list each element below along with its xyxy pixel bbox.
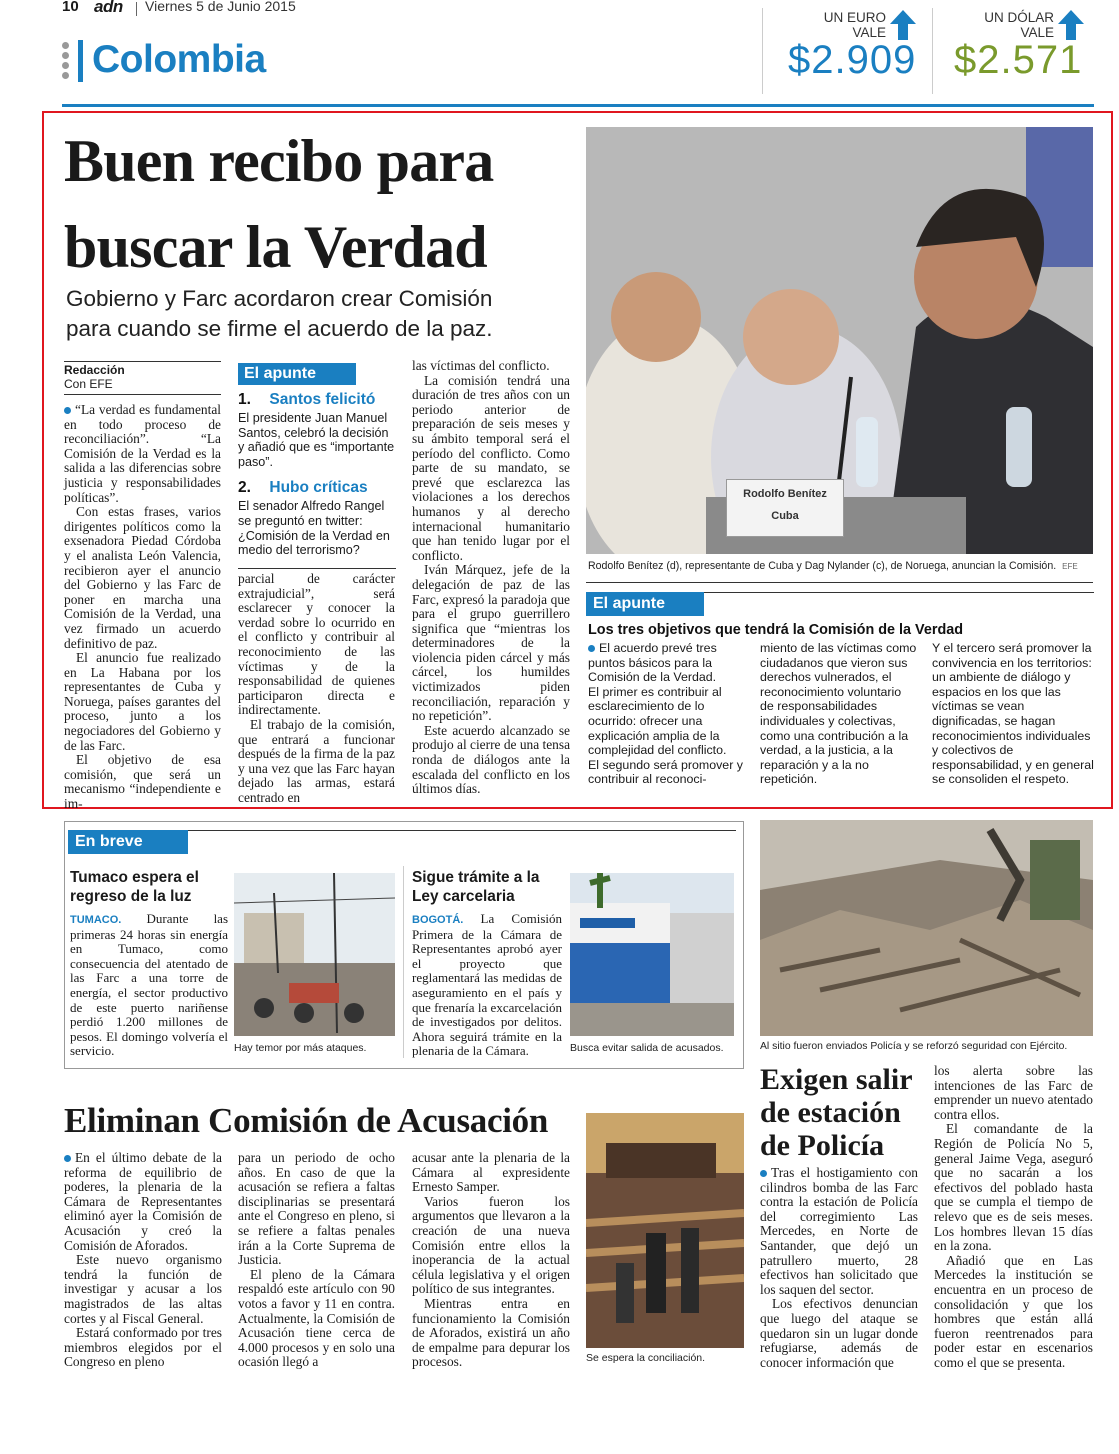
euro-label: UN EURO (823, 10, 886, 25)
main-column-1 (64, 403, 221, 812)
story-text: La Comisión Primera de la Cámara de Representantes aprobó ayer el proyecto que reglamentará las medidas de aseguramiento en el país y que frenaría la excarcelación de investigados por delitos. Ahora seguirá trámite en la plenaria de la Cámara. (412, 911, 562, 1059)
deck-line: para cuando se firme el acuerdo de la paz. (66, 316, 493, 341)
dollar-rate (940, 8, 1090, 88)
dateline: TUMACO. (70, 914, 122, 926)
byline-block (64, 361, 221, 395)
byline: Redacción (64, 363, 125, 377)
dollar-sub: VALE (1020, 25, 1054, 40)
divider (403, 866, 404, 1058)
paragraph: El anuncio fue realizado en La Habana por los representantes de Cuba y Noruega, países garantes del proceso, junto a los negociadores del Gobierno y de las Farc. (64, 650, 221, 753)
paragraph: En el último debate de la reforma de equilibrio de poderes, la plenaria de la Cámara de Representantes eliminó ayer la Comisión de Acusación y creó la Comisión de Aforados. (64, 1150, 222, 1253)
apunte-box-col-3 (932, 641, 1094, 787)
paragraph: El primer es contribuir al esclarecimiento de lo ocurrido: ofrecer una explicación amplia de la complejidad del conflicto. (588, 684, 727, 758)
title-line: Ley carcelaria (412, 888, 515, 905)
section-bar (78, 40, 83, 82)
apunte-item-1 (238, 391, 396, 409)
main-photo (586, 127, 1093, 554)
arrow-up-icon (1058, 10, 1084, 40)
item-text: El presidente Juan Manuel Santos, celebró la decisión y añadió que es “importante paso”. (238, 411, 395, 469)
paragraph: Mientras entra en funcionamiento la Comisión de Aforados, existirá un año de empalme para depurar los procesos. (412, 1295, 570, 1370)
breve-story-2-title (412, 868, 572, 906)
photo-illustration (586, 1113, 744, 1348)
paragraph: para un periodo de ocho años. En caso de que la acusación se refiera a faltas disciplinarias se presentará ante el Congreso en pleno, si se refiere a faltas penales irán a la Corte Suprema de Justicia. (238, 1150, 395, 1268)
policia-column-1 (760, 1166, 918, 1370)
paragraph: El pleno de la Cámara respaldó este artículo con 90 votos a favor y 11 en contra. Actualmente, la Comisión de Acusación tiene cerca de 4.000 procesos y en solo una ocasión llegó a (238, 1266, 395, 1370)
paragraph: El objetivo de esa comisión, que será un mecanismo “independiente e im- (64, 752, 221, 812)
paragraph: acusar ante la plenaria de la Cámara al expresidente Ernesto Samper. (412, 1150, 570, 1195)
headline-line: Buen recibo para (64, 128, 494, 194)
main-headline (64, 118, 574, 290)
paragraph: Este acuerdo alcanzado se produjo al cierre de una tensa ronda de diálogos ante la escalada del conflicto en los últimos días. (412, 722, 571, 797)
photo-illustration (570, 873, 734, 1036)
main-photo-caption (588, 560, 1098, 572)
item-title: Santos felicitó (269, 391, 376, 408)
bullet-icon (760, 1170, 767, 1177)
main-column-2 (238, 572, 395, 806)
divider (238, 568, 396, 569)
euro-rate (770, 8, 920, 88)
acusacion-column-3 (412, 1151, 570, 1370)
acusacion-column-1 (64, 1151, 222, 1370)
breve-caption-1: Hay temor por más ataques. (234, 1042, 367, 1054)
paragraph: Los efectivos denuncian que luego del ataque se quedaron sin un lugar donde refugiarse, además de conocer información que (760, 1296, 918, 1370)
placard-country: Cuba (771, 510, 799, 522)
section-dots-icon (62, 42, 70, 82)
paragraph: Añadió que en Las Mercedes la institución se encuentra en un proceso de consolidación y que los hombres que están allá fueron reentrenados para poder estar en escenarios como el que se presenta. (934, 1252, 1093, 1370)
paragraph: El acuerdo prevé tres puntos básicos para la Comisión de la Verdad. (588, 641, 717, 685)
paragraph: parcial de carácter extrajudicial”, será esclarecer y conocer la verdad sobre lo ocurrido en el conflicto y contribuir al reconocimiento de las víctimas y de la responsabilidad de quienes participaron directa e indirectamente. (238, 571, 395, 718)
item-title: Hubo críticas (269, 479, 368, 497)
deck-line: Gobierno y Farc acordaron crear Comisión (66, 286, 493, 311)
arrow-up-icon (890, 10, 916, 40)
story-text: Durante las primeras 24 horas sin energía en Tumaco, como consecuencia del atentado de las Farc a una torre de energía, el sector productivo de este puerto nariñense perdió 1.200 millones de pesos. El domingo volvería el servicio. (70, 911, 229, 1059)
breve-caption-2: Busca evitar salida de acusados. (570, 1042, 724, 1054)
apunte-box-tag: El apunte (586, 592, 704, 616)
photo-illustration (760, 820, 1093, 1036)
divider (136, 2, 137, 16)
placard-name: Rodolfo Benítez (743, 488, 827, 500)
photo-illustration (234, 873, 395, 1036)
title-line: Tumaco espera el (70, 869, 199, 886)
dateline: BOGOTÁ. (412, 914, 464, 926)
apunte-item-2 (238, 479, 396, 497)
paragraph: Iván Márquez, jefe de la delegación de paz de las Farc, expresó la paradoja que para el grupo guerrillero significa que “mientras los determinadores de la violencia piden cárcel y más cárcel, los humildes victimizados piden reconciliación, reparación y no repetición”. (412, 562, 570, 724)
paragraph: Este nuevo organismo tendrá la función de investigar y acusar a los magistrados de las altas cortes y al Fiscal General. (64, 1252, 222, 1326)
headline-line: de Policía (760, 1129, 885, 1162)
euro-sub: VALE (852, 25, 886, 40)
breve-story-1-text (70, 912, 228, 1059)
bullet-icon (64, 407, 71, 414)
brand-logo: adn (94, 0, 123, 16)
headline-line: buscar la Verdad (64, 214, 487, 280)
page-number: 10 (62, 0, 79, 15)
paragraph: los alerta sobre las intenciones de las Farc de emprender un nuevo atentado contra ellos. (934, 1063, 1093, 1122)
acusacion-caption: Se espera la conciliación. (586, 1352, 706, 1364)
apunte-box-col-2 (760, 641, 918, 787)
divider (586, 582, 1093, 583)
paragraph: Y el tercero será promover la convivencia en los territorios: un ambiente de diálogo y espacios en los que las víctimas se vean dignificadas, se hagan reconocimientos individuales y colectivos de responsabilidad, y en general se consoliden el respeto. (932, 641, 1094, 787)
apunte-tag: El apunte (238, 363, 356, 385)
policia-headline (760, 1063, 930, 1162)
apunte-box-col-1 (588, 641, 746, 787)
item-number: 2. (238, 479, 251, 497)
title-line: Sigue trámite a la (412, 869, 540, 886)
paragraph: La comisión tendrá una duración de tres años con un periodo anterior de preparación de seis meses y su ámbito temporal será el período del conflicto. Como parte de su mandato, se prevé que esclarezca las violaciones a los derechos humanos y al derecho internacional humanitario que han tenido lugar por el conflicto. (412, 372, 570, 563)
apunte-sidebar (238, 363, 396, 558)
item-number: 1. (238, 391, 251, 408)
en-breve-tag: En breve (68, 830, 188, 854)
divider (932, 8, 933, 94)
caption-text: Rodolfo Benítez (d), representante de Cuba y Dag Nylander (c), de Noruega, anuncian la Comisión. (588, 560, 1057, 572)
acusacion-photo (586, 1113, 744, 1348)
title-line: regreso de la luz (70, 888, 192, 905)
divider (188, 830, 736, 831)
bullet-icon (64, 1155, 71, 1162)
paragraph: Con estas frases, varios dirigentes políticos como la exsenadora Piedad Córdoba y el analista León Valencia, recibieron ayer el anuncio del Gobierno y las Farc de poner en marcha una Comisión de la Verdad, una vez firmado un acuerdo definitivo de paz. (64, 504, 221, 651)
divider (704, 592, 1094, 593)
dollar-value: $2.571 (954, 38, 1083, 82)
ruins-photo (760, 820, 1093, 1036)
divider (762, 8, 763, 94)
page-header (0, 0, 1119, 100)
headline-line: Exigen salir (760, 1063, 913, 1096)
paragraph: miento de las víctimas como ciudadanos que vieron sus derechos vulnerados, el reconocimiento voluntario de responsabilidades individuales y colectivas, como una contribución a la verdad, a la justicia, a la reparación y a la no repetición. (760, 641, 917, 787)
issue-date: Viernes 5 de Junio 2015 (145, 0, 296, 14)
paragraph: Varios fueron los argumentos que llevaron a la creación de una nueva Comisión entre ellos la inoperancia de la actual célula legislativa y el origen político de sus integrantes. (412, 1193, 570, 1297)
breve-story-2-text (412, 912, 562, 1059)
acusacion-headline: Eliminan Comisión de Acusación (64, 1101, 549, 1140)
dollar-label: UN DÓLAR (984, 10, 1054, 25)
paragraph: las víctimas del conflicto. (412, 358, 550, 373)
headline-line: de estación (760, 1096, 901, 1129)
breve-story-1-title (70, 868, 235, 906)
apunte-box-title: Los tres objetivos que tendrá la Comisión de la Verdad (588, 622, 964, 638)
paragraph: Tras el hostigamiento con cilindros bomba de las Farc contra la estación de Policía del corregimiento Las Mercedes, en Norte de Santander, que dejó un patrullero muerto, 28 efectivos han solicitado que los saquen del sector. (760, 1165, 918, 1297)
header-rule (62, 104, 1094, 107)
paragraph: Estará conformado por tres miembros elegidos por el Congreso en pleno (64, 1325, 222, 1370)
byline-sub: Con EFE (64, 377, 113, 391)
main-deck (66, 284, 586, 344)
main-column-3 (412, 359, 570, 797)
paragraph: El trabajo de la comisión, que entrará a funcionar después de la firma de la paz y una vez que las Farc hayan dejado las armas, estará centrado en (238, 716, 395, 805)
acusacion-column-2 (238, 1151, 395, 1370)
ruins-caption: Al sitio fueron enviados Policía y se reforzó seguridad con Ejército. (760, 1041, 1068, 1052)
paragraph: “La verdad es fundamental en todo proceso de reconciliación”. “La Comisión de la Verdad es la salida a las diferencias sobre justicia y responsabilidades políticas”. (64, 402, 221, 505)
section-title: Colombia (92, 38, 266, 81)
caption-credit: EFE (1062, 562, 1078, 571)
bullet-icon (588, 645, 595, 652)
paragraph: El comandante de la Región de Policía No 5, general Jaime Vega, aseguró que no sacarán a los efectivos del poblado hasta que se cumpla el tiempo de relevo que es de seis meses. Los hombres llevan 15 días en la zona. (934, 1121, 1093, 1254)
breve-photo-2 (570, 873, 734, 1036)
item-text: El senador Alfredo Rangel se preguntó en twitter: ¿Comisión de la Verdad en medio del terrorismo? (238, 499, 390, 558)
euro-value: $2.909 (788, 38, 917, 82)
breve-photo-1 (234, 873, 395, 1036)
policia-column-2 (934, 1064, 1093, 1370)
paragraph: El segundo será promover y contribuir al reconoci- (588, 757, 743, 787)
name-placard (726, 479, 844, 537)
